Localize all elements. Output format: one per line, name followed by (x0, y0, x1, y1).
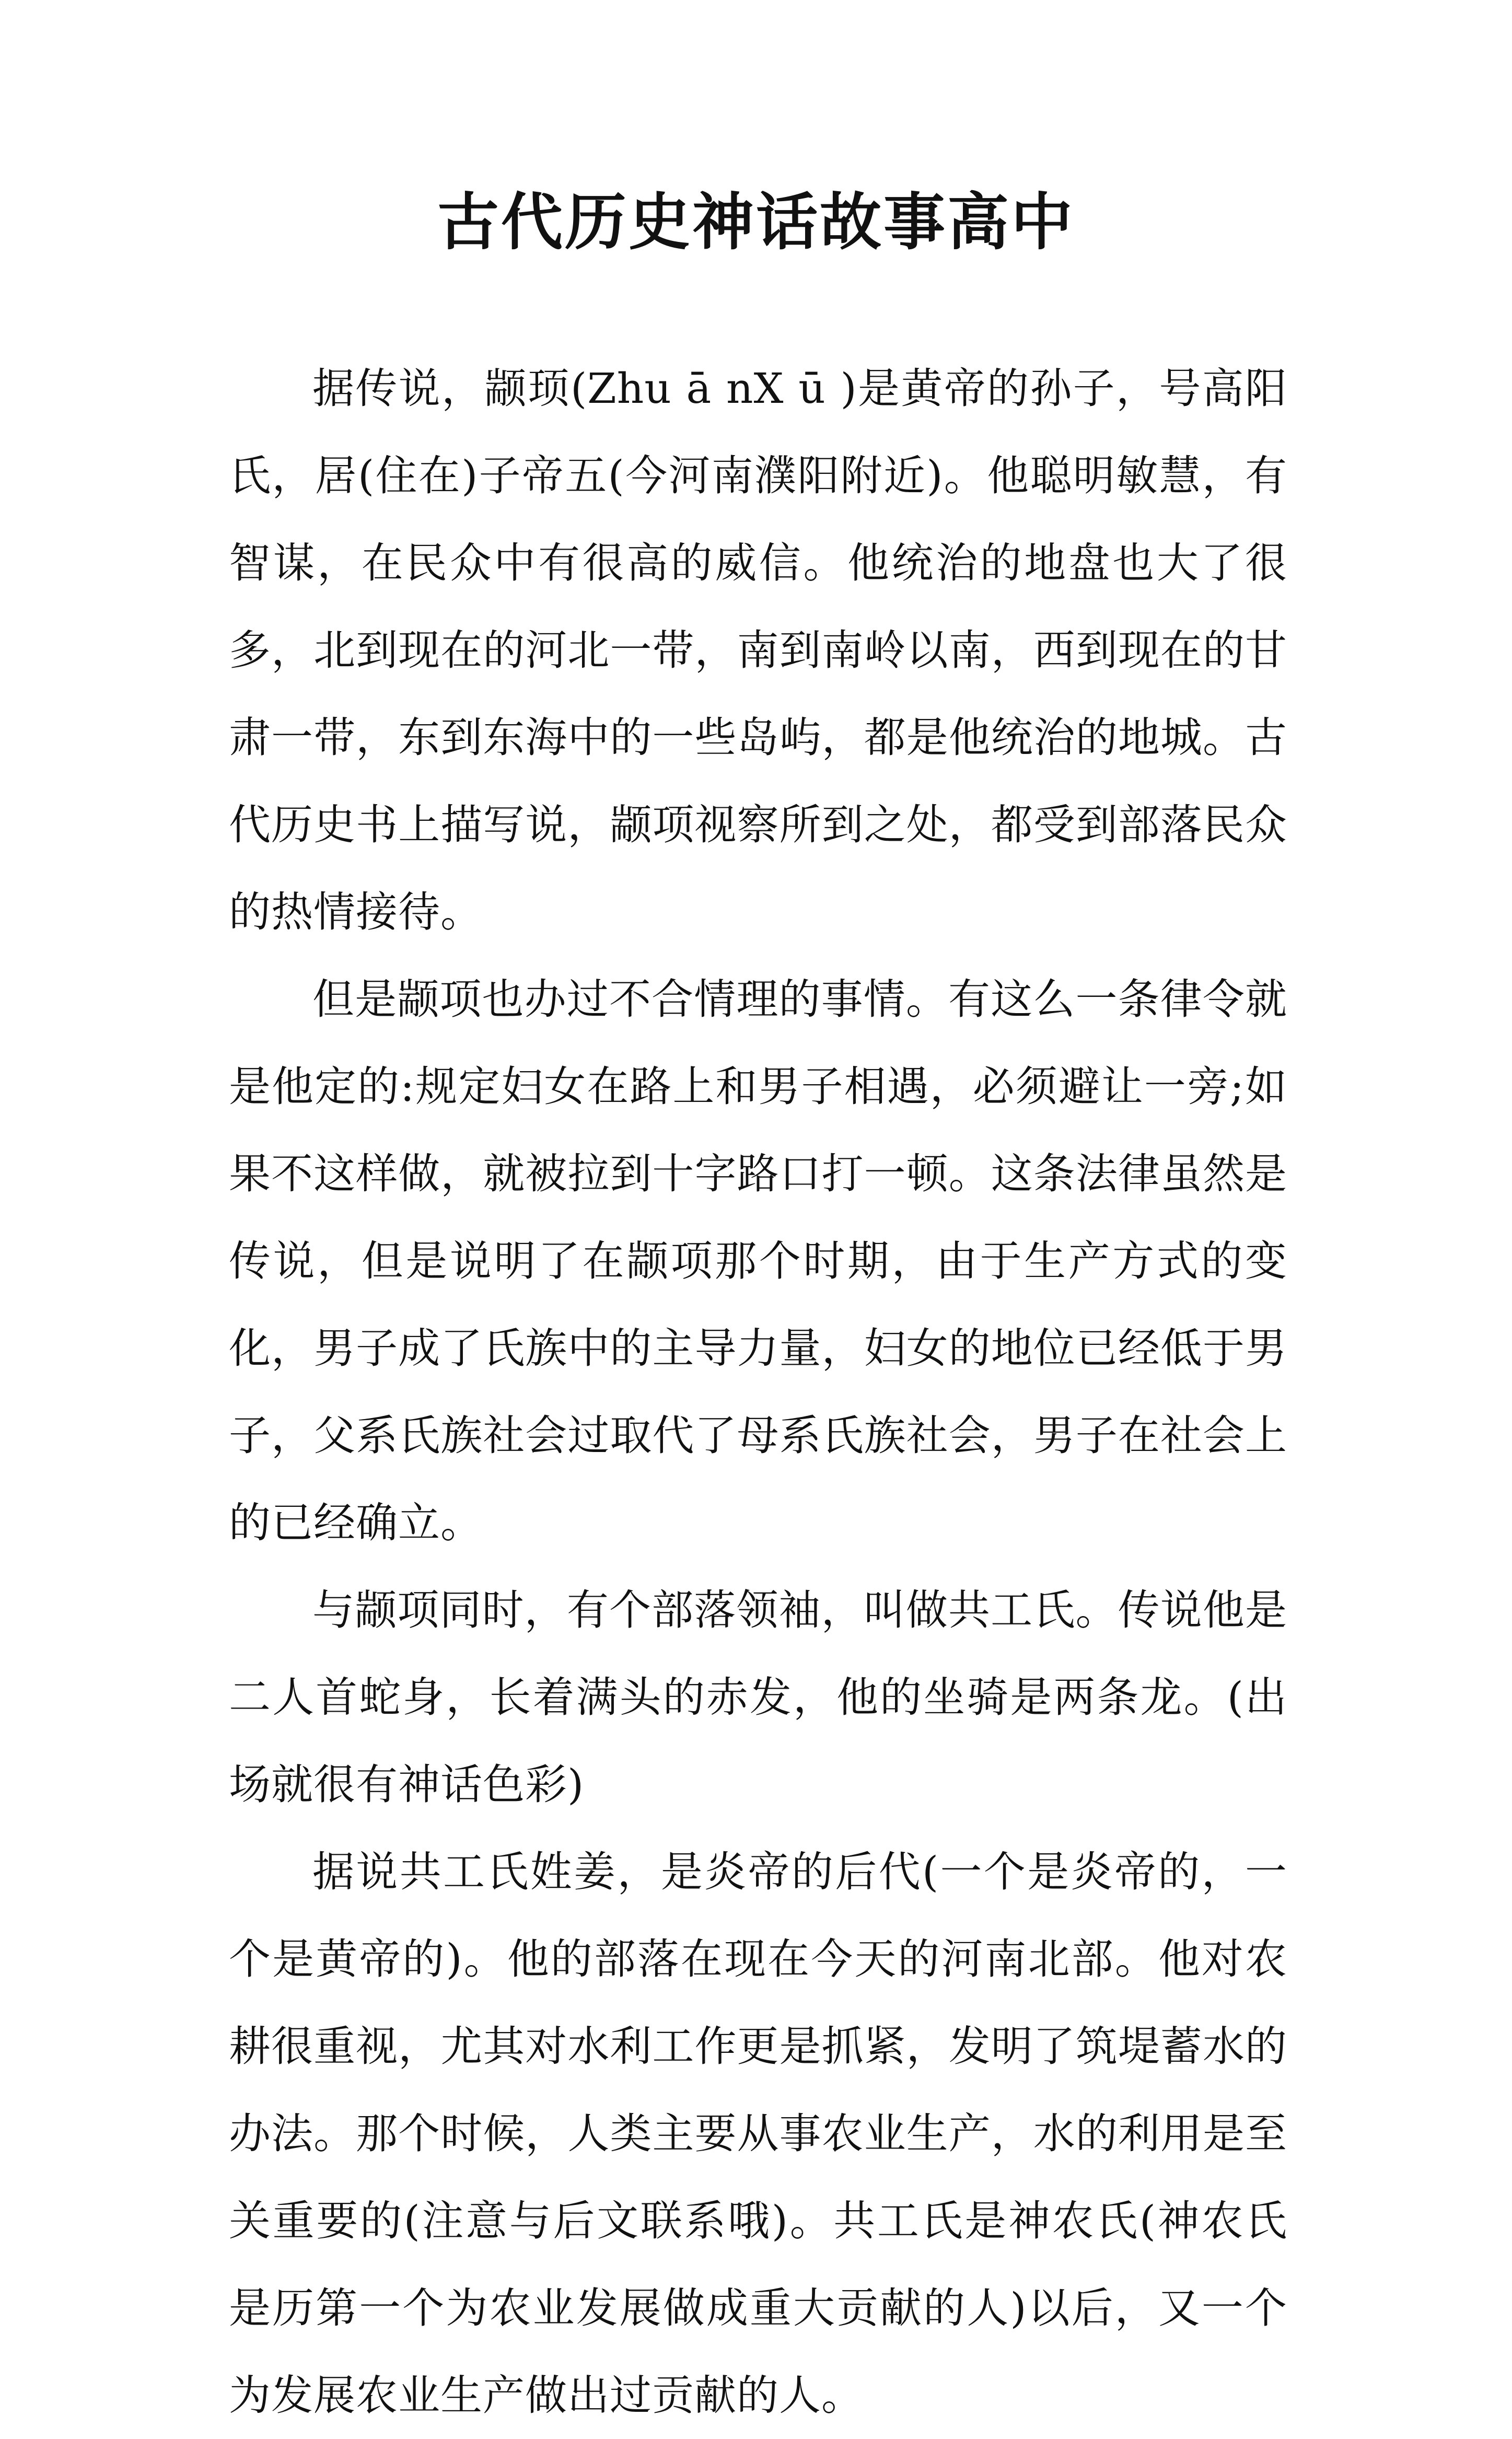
paragraph-1: 据传说，颛顼(Zhu ā nX ū )是黄帝的孙子，号高阳氏，居(住在)子帝五(今河南濮阳附近)。他聪明敏慧，有智谋，在民众中有很高的威信。他统治的地盘也大了很多，北到现在的河北一带，南到南岭以南，西到现在的甘肃一带，东到东海中的一些岛屿，都是他统治的地城。古代历史书上描写说，颛项视察所到之处，都受到部落民众的热情接待。 (229, 364, 1287, 936)
paragraph-3: 与颛项同时，有个部落领袖，叫做共工氏。传说他是二人首蛇身，长着满头的赤发，他的坐骑是两条龙。(出场就很有神话色彩) (229, 1586, 1287, 1809)
paragraph-2: 但是颛项也办过不合情理的事情。有这么一条律令就是他定的:规定妇女在路上和男子相遇，必须避让一旁;如果不这样做，就被拉到十字路口打一顿。这条法律虽然是传说，但是说明了在颛项那个时期，由于生产方式的变化，男子成了氏族中的主导力量，妇女的地位已经低于男子，父系氏族社会过取代了母系氏族社会，男子在社会上的已经确立。 (229, 975, 1287, 1547)
document-body (229, 345, 1287, 2439)
paragraph-4: 据说共工氏姓姜，是炎帝的后代(一个是炎帝的，一个是黄帝的)。他的部落在现在今天的河南北部。他对农耕很重视，尤其对水利工作更是抓紧，发明了筑堤蓄水的办法。那个时候，人类主要从事农业生产，水的利用是至关重要的(注意与后文联系哦)。共工氏是神农氏(神农氏是历第一个为农业发展做成重大贡献的人)以后，又一个为发展农业生产做出过贡献的人。 (229, 1848, 1287, 2420)
document-title: 古代历史神话故事高中 (437, 185, 1075, 258)
